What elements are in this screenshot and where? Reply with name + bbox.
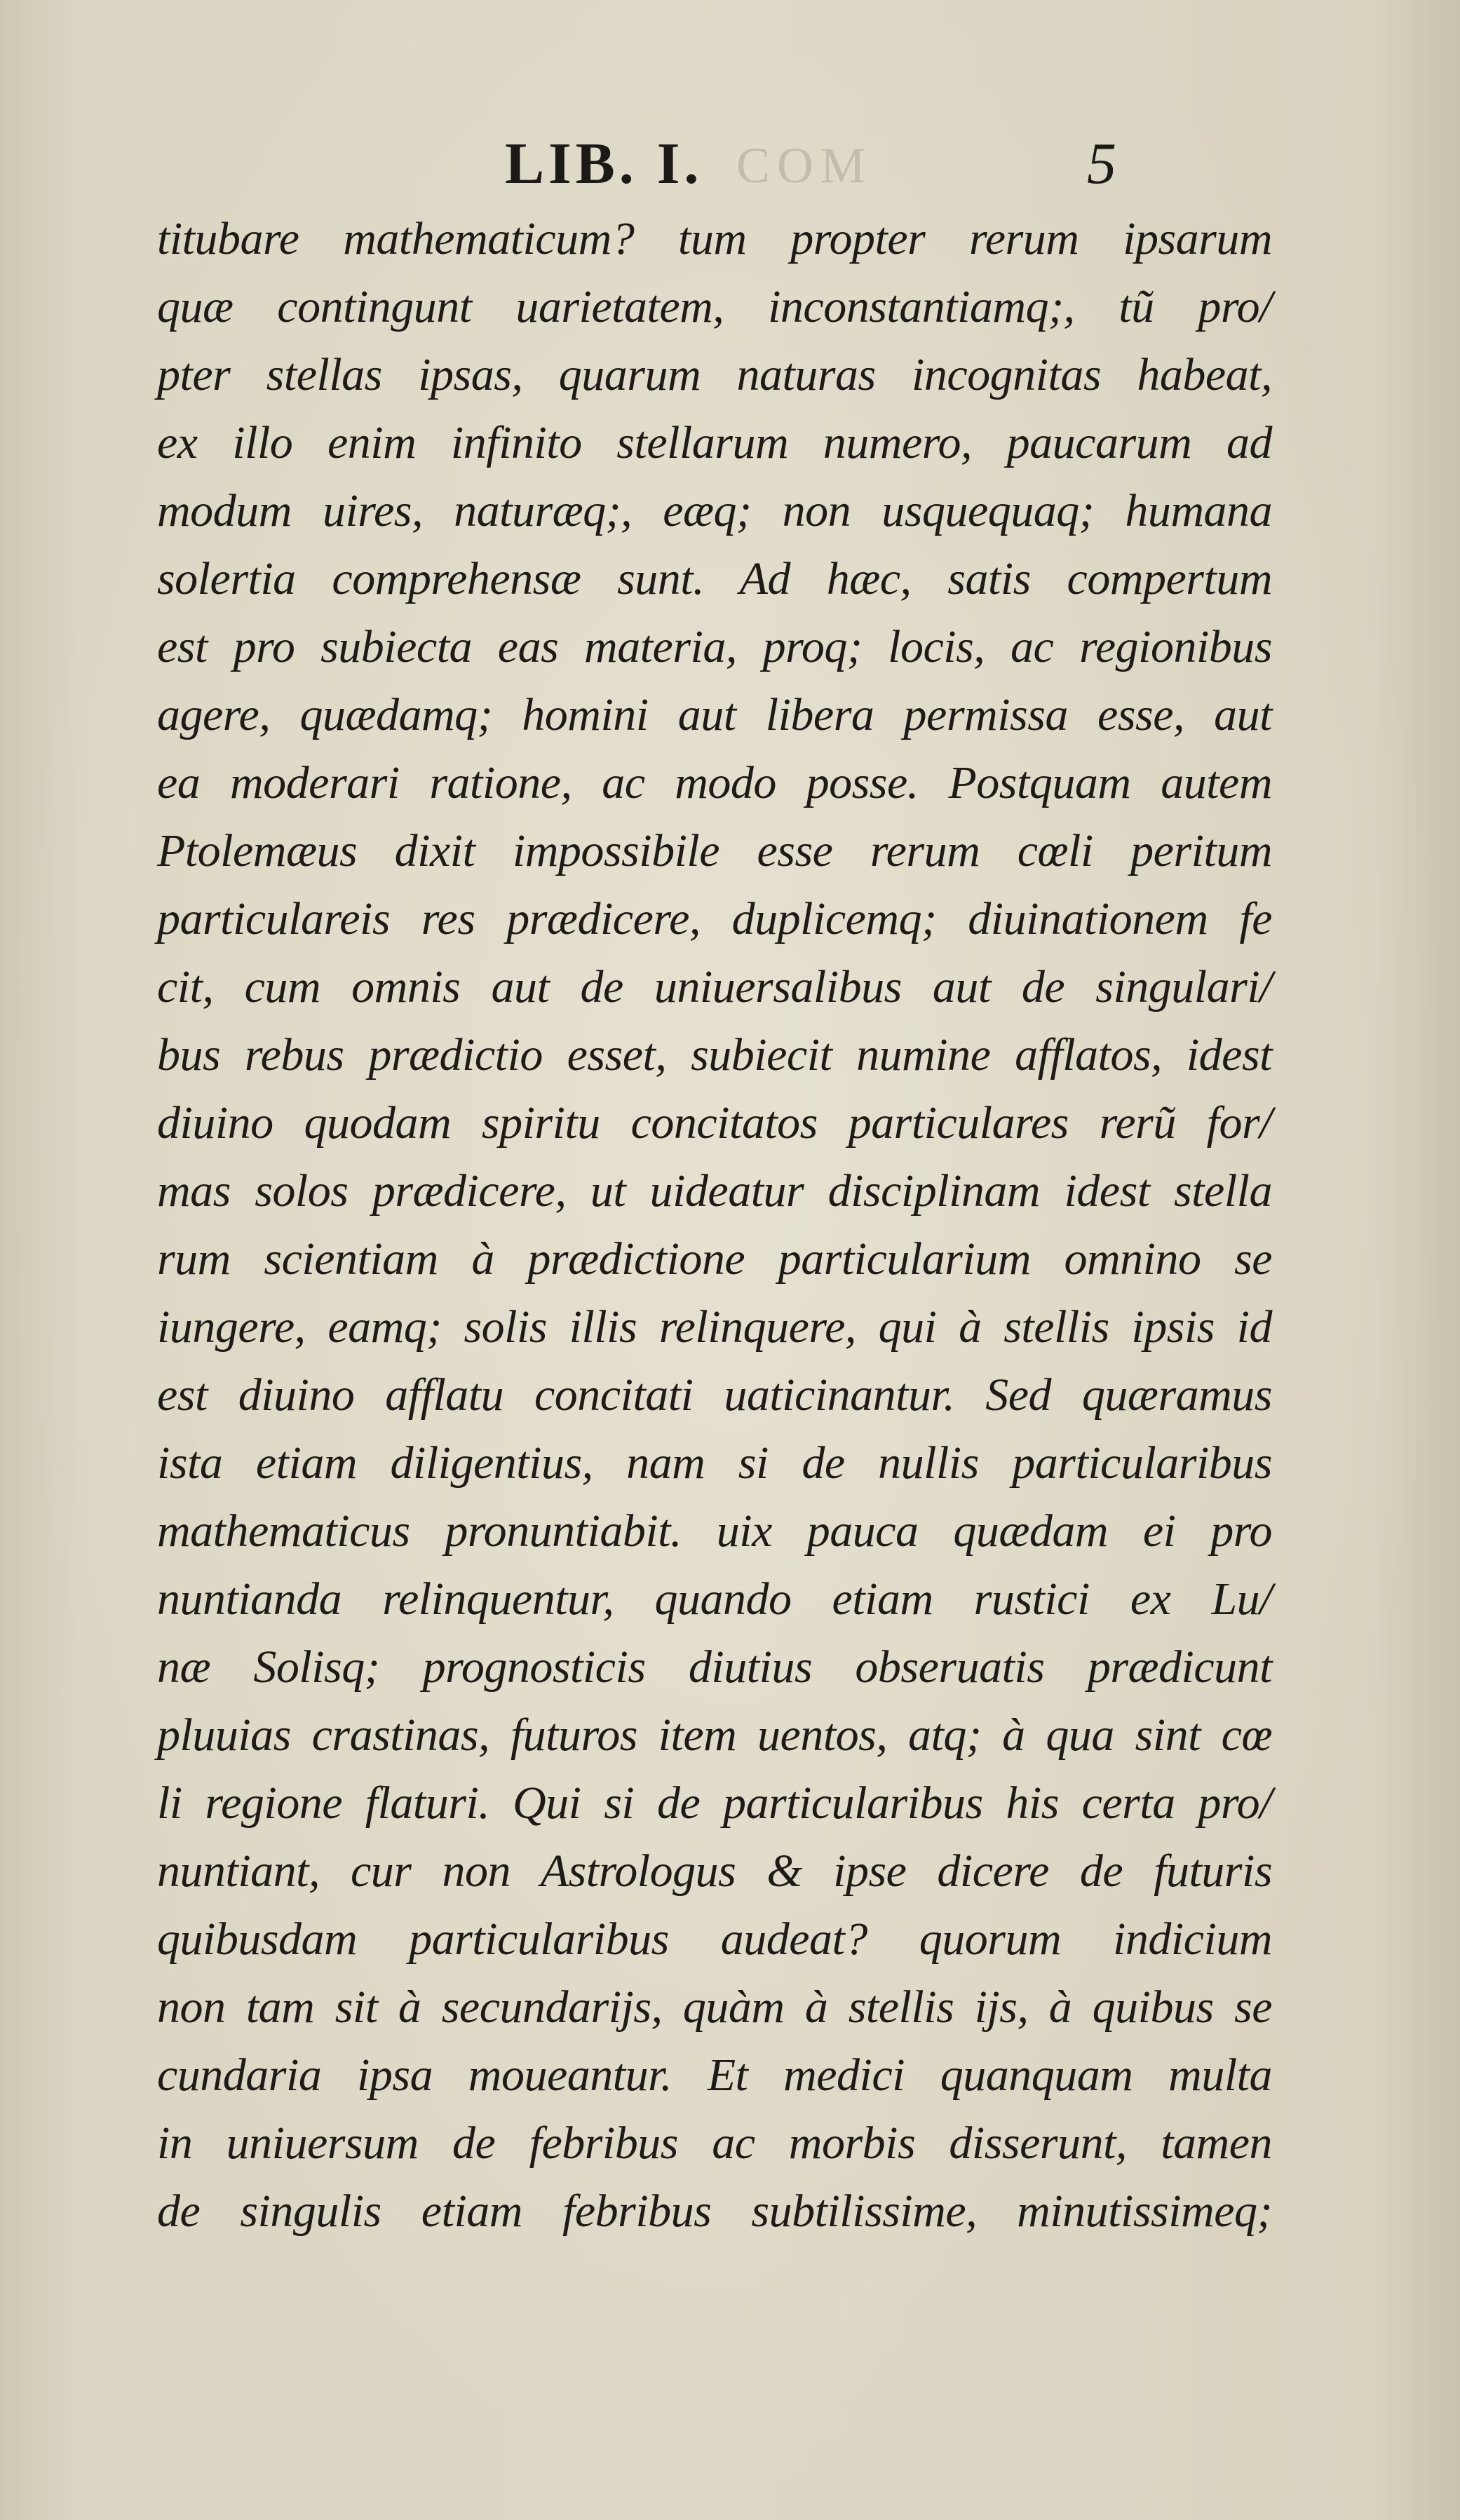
text-line: Ptolemæus dixit impossibile esse rerum cœli peritum xyxy=(157,825,1272,876)
text-line: mathematicus pronuntiabit. uix pauca quædam ei pro xyxy=(157,1505,1272,1557)
text-line: agere, quædamq; homini aut libera permissa esse, aut xyxy=(157,689,1272,740)
text-line: quibusdam particularibus audeat? quorum indicium xyxy=(157,1913,1272,1965)
text-line: est diuino afflatu concitati uaticinantur. Sed quæramus xyxy=(157,1369,1272,1421)
text-line: nuntianda relinquentur, quando etiam rustici ex Lu/ xyxy=(157,1573,1272,1625)
text-line: bus rebus prædictio esset, subiecit numine afflatos, idest xyxy=(157,1029,1272,1081)
bleed-through-text: COM xyxy=(736,137,873,194)
text-line: de singulis etiam febribus subtilissime, minutissimeq; xyxy=(157,2186,1272,2237)
text-line: nuntiant, cur non Astrologus & ipse dicere de futuris xyxy=(157,1845,1272,1897)
text-line: cit, cum omnis aut de uniuersalibus aut de singulari/ xyxy=(157,961,1272,1012)
text-line: rum scientiam à prædictione particularium omnino se xyxy=(157,1233,1272,1285)
body-text xyxy=(157,205,1272,2245)
running-head: LIB. I. xyxy=(505,131,703,196)
text-line: solertia comprehensæ sunt. Ad hæc, satis compertum xyxy=(157,553,1272,604)
text-line: particulareis res prædicere, duplicemq; diuinationem fe xyxy=(157,893,1272,944)
text-line: ex illo enim infinito stellarum numero, paucarum ad xyxy=(157,417,1272,468)
text-line: mas solos prædicere, ut uideatur disciplinam idest stella xyxy=(157,1165,1272,1217)
text-line: ea moderari ratione, ac modo posse. Postquam autem xyxy=(157,757,1272,808)
text-line: in uniuersum de febribus ac morbis disserunt, tamen xyxy=(157,2118,1272,2169)
text-line: li regione flaturi. Qui si de particularibus his certa pro/ xyxy=(157,1777,1272,1829)
page-number: 5 xyxy=(1087,131,1116,196)
text-line: diuino quodam spiritu concitatos particulares rerũ for/ xyxy=(157,1097,1272,1149)
text-line: quæ contingunt uarietatem, inconstantiamq;, tũ pro/ xyxy=(157,281,1272,332)
text-line: cundaria ipsa moueantur. Et medici quanquam multa xyxy=(157,2050,1272,2101)
page-header xyxy=(505,130,1136,207)
text-line: iungere, eamq; solis illis relinquere, qui à stellis ipsis id xyxy=(157,1301,1272,1353)
text-line: næ Solisq; prognosticis diutius obseruatis prædicunt xyxy=(157,1641,1272,1693)
text-line: modum uires, naturæq;, eæq; non usquequaq; humana xyxy=(157,485,1272,536)
text-line: non tam sit à secundarijs, quàm à stellis ijs, à quibus se xyxy=(157,1982,1272,2033)
text-line: pter stellas ipsas, quarum naturas incognitas habeat, xyxy=(157,349,1272,400)
text-line: est pro subiecta eas materia, proq; locis, ac regionibus xyxy=(157,621,1272,672)
text-line: pluuias crastinas, futuros item uentos, atq; à qua sint cœ xyxy=(157,1709,1272,1761)
text-line: ista etiam diligentius, nam si de nullis particularibus xyxy=(157,1437,1272,1489)
text-line: titubare mathematicum? tum propter rerum ipsarum xyxy=(157,213,1272,264)
